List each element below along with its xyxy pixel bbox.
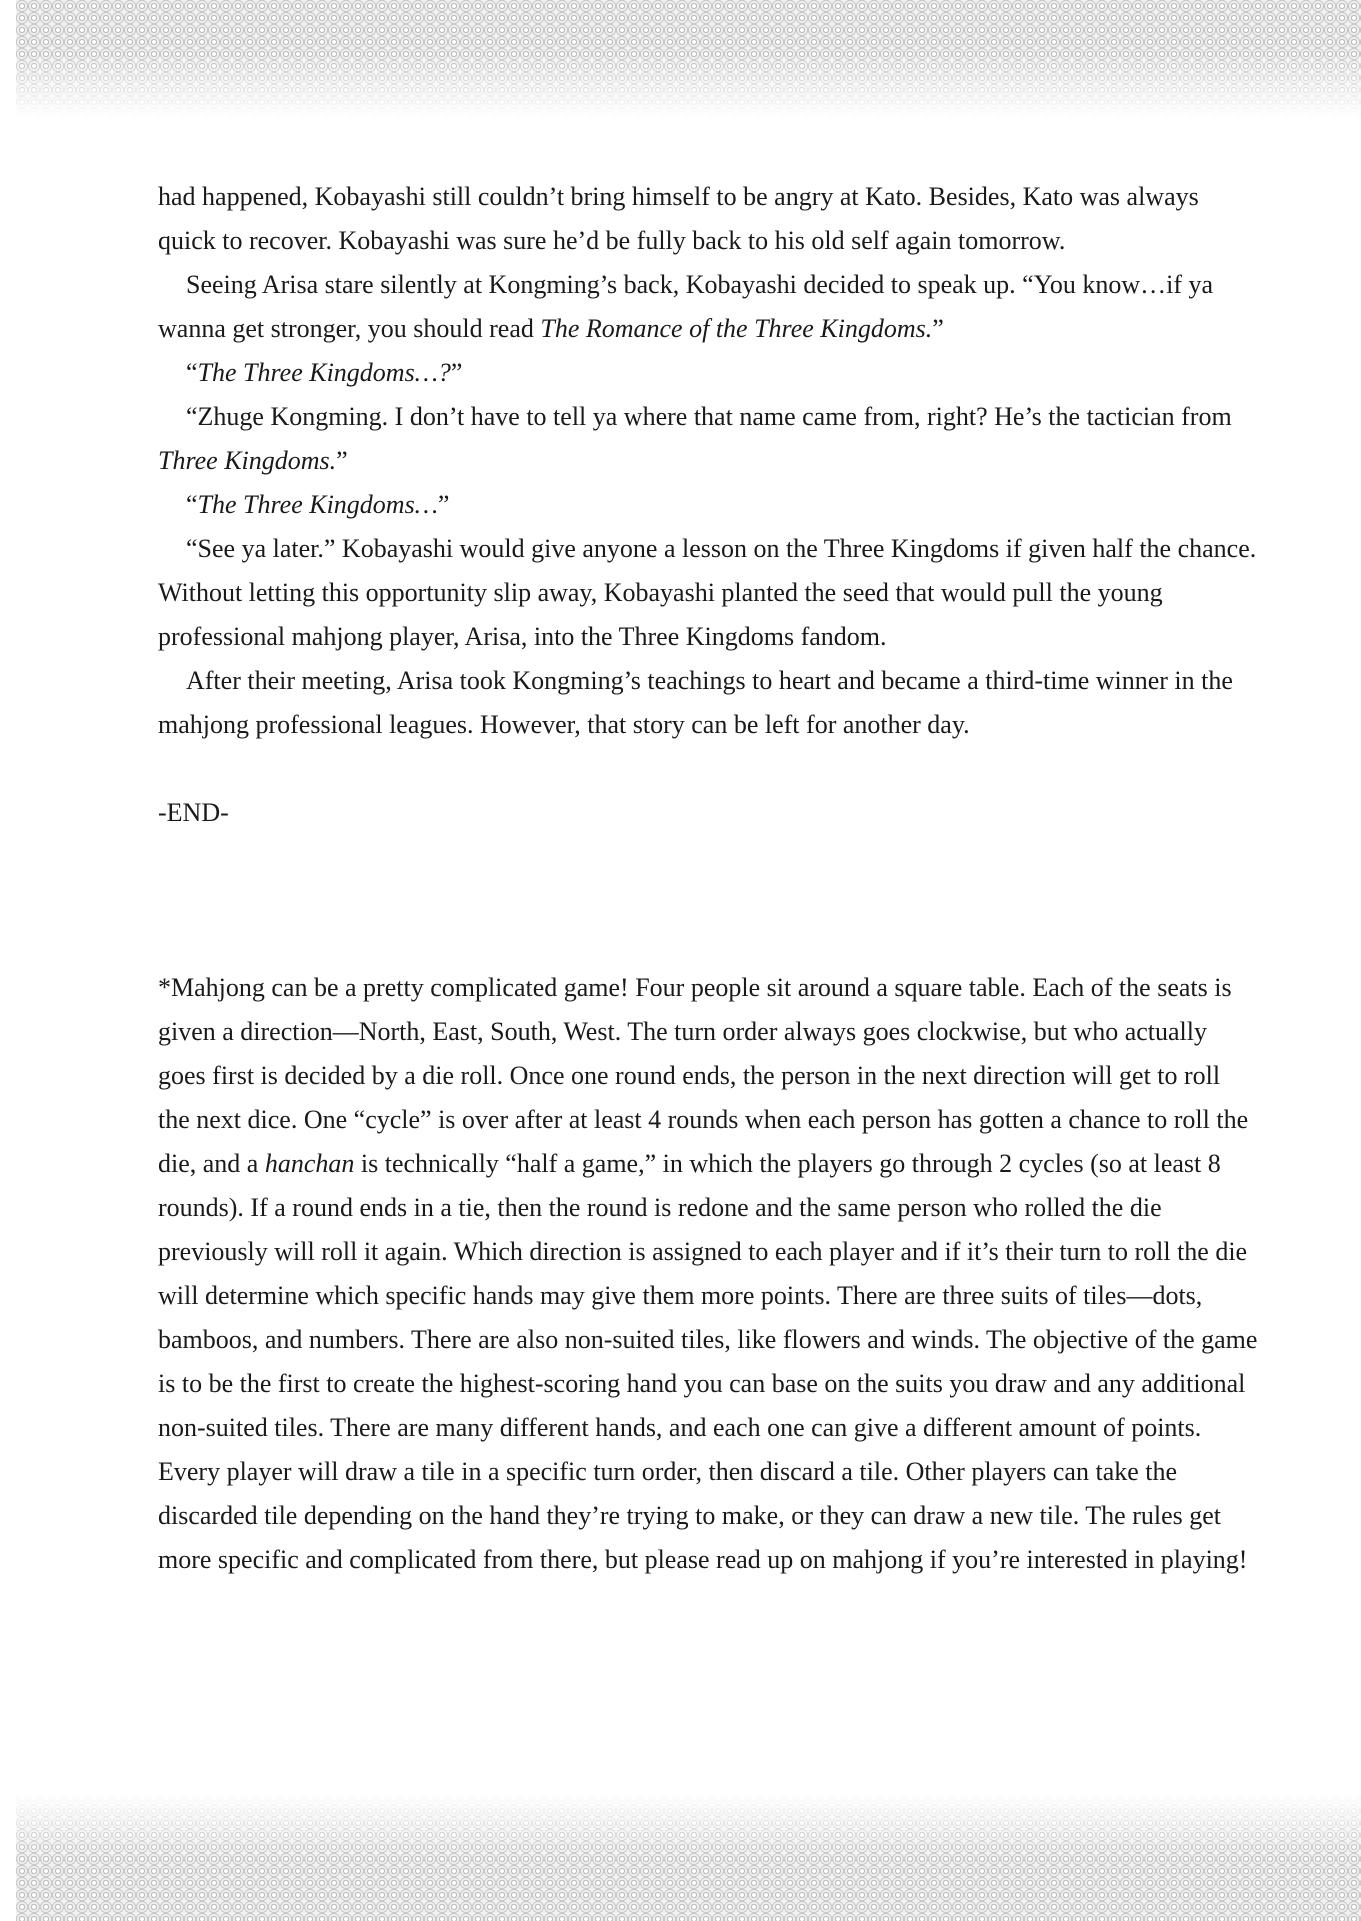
story-paragraph: had happened, Kobayashi still couldn’t bring himself to be angry at Kato. Besides, Kato was always quick to recover. Kobayashi was sure he’d be fully back to his old self again tomorrow.	[158, 182, 1199, 255]
footnote-term: hanchan	[264, 1149, 355, 1178]
book-title: The Three Kingdoms…?	[197, 358, 451, 387]
story-paragraph	[158, 483, 1258, 527]
book-title: Three Kingdoms.	[158, 446, 337, 475]
story-paragraph	[158, 263, 1258, 351]
top-decorative-pattern	[16, 0, 1361, 118]
story-text-span: “	[186, 358, 198, 387]
story-text-span: ”	[450, 358, 463, 387]
footnote	[158, 966, 1258, 1582]
story-text-span: Seeing Arisa stare silently at Kongming’s back, Kobayashi decided to speak up. “You know…if ya wanna get stronger, you should read	[158, 270, 1214, 343]
footnote-text: is technically “half a game,” in which the players go through 2 cycles (so at least 8 rounds). If a round ends in a tie, then the round is redone and the same person who rolled the die previously will roll it again. Which direction is assigned to each player and if it’s their turn to roll the die will determine which specific hands may give them more points. There are three suits of tiles—dots, bamboos, and numbers. There are also non-suited tiles, like flowers and winds. The objective of the game is to be the first to create the highest-scoring hand you can base on the suits you draw and any additional non-suited tiles. There are many different hands, and each one can give a different amount of points. Every player will draw a tile in a specific turn order, then discard a tile. Other players can take the discarded tile depending on the hand they’re trying to make, or they can draw a new tile. The rules get more specific and complicated from there, but please read up on mahjong if you’re interested in playing!	[158, 1149, 1258, 1574]
story-text-span: ”	[932, 314, 944, 343]
story-paragraph: “See ya later.” Kobayashi would give anyone a lesson on the Three Kingdoms if given half the chance. Without letting this opportunity slip away, Kobayashi planted the seed that would pull the young professional mahjong player, Arisa, into the Three Kingdoms fandom.	[158, 534, 1257, 651]
story-text-span: “	[186, 490, 198, 519]
story-paragraph	[158, 351, 1258, 395]
footnote-text: *Mahjong can be a pretty complicated game! Four people sit around a square table. Each of the seats is given a direction—North, East, South, West. The turn order always goes clockwise, but who actually goes first is decided by a die roll. Once one round ends, the person in the next direction will get to roll the next dice. One “cycle” is over after at least 4 rounds when each person has gotten a chance to roll the die, and a	[158, 973, 1249, 1178]
story-paragraph	[158, 395, 1258, 483]
book-title: The Three Kingdoms…	[197, 490, 438, 519]
end-marker: -END-	[158, 798, 229, 827]
story-paragraph: After their meeting, Arisa took Kongming’s teachings to heart and became a third-time winner in the mahjong professional leagues. However, that story can be left for another day.	[158, 666, 1233, 739]
story-text-span: ”	[336, 446, 348, 475]
bottom-decorative-pattern	[16, 1793, 1361, 1921]
story-text-span: ”	[437, 490, 450, 519]
story-text-span: “Zhuge Kongming. I don’t have to tell ya where that name came from, right? He’s the tactician from	[186, 402, 1232, 431]
book-title: The Romance of the Three Kingdoms.	[540, 314, 933, 343]
story-text	[158, 175, 1258, 835]
